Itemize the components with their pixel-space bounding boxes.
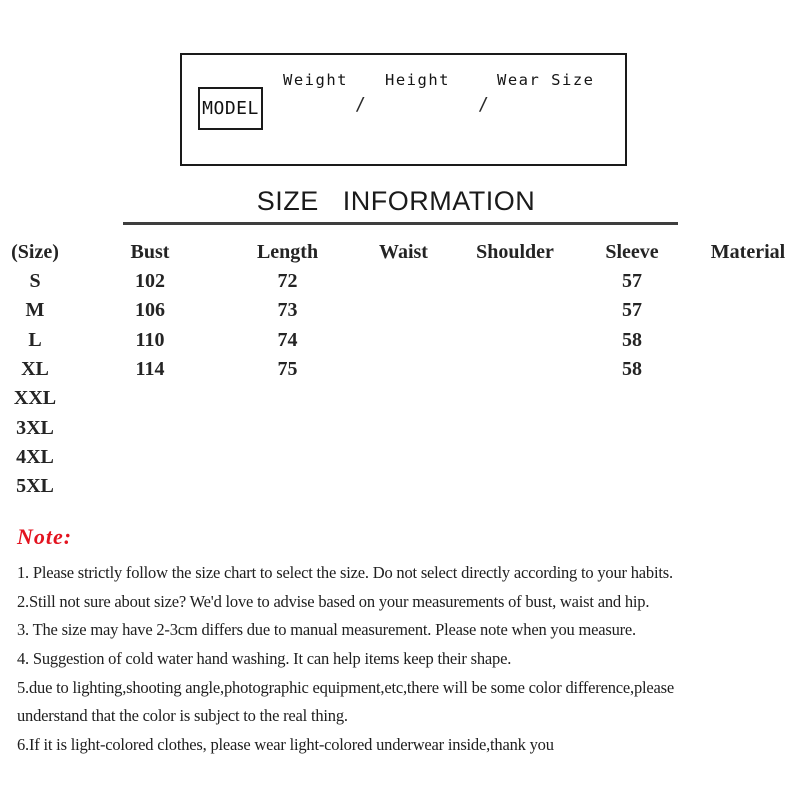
- model-weight-header: Weight: [283, 71, 348, 89]
- size-table-cell: 75: [277, 358, 298, 381]
- note-line: 1. Please strictly follow the size chart to select the size. Do not select directly according to your habits.: [17, 563, 673, 582]
- model-weight-value: /: [355, 94, 366, 115]
- note-line: 4. Suggestion of cold water hand washing. It can help items keep their shape.: [17, 649, 512, 669]
- size-table-cell: 57: [622, 299, 642, 322]
- size-table-cell: 57: [622, 270, 642, 293]
- size-table-cell: 58: [622, 358, 642, 381]
- note-line: 3. The size may have 2-3cm differs due to manual measurement. Please note when you measure.: [17, 620, 636, 640]
- size-table-cell: 3XL: [16, 416, 54, 439]
- model-wear-size-header: Wear Size: [497, 71, 595, 89]
- note-line: understand that the color is subject to the real thing.: [17, 706, 348, 726]
- size-table-cell: 58: [622, 328, 642, 351]
- size-table-cell: L: [28, 328, 42, 351]
- size-information-title: SIZE INFORMATION: [256, 186, 536, 216]
- note-line: 6.If it is light-colored clothes, please wear light-colored underwear inside,thank you: [17, 735, 554, 755]
- model-label: MODEL: [198, 87, 263, 130]
- size-table-cell: XL: [21, 358, 49, 381]
- note-line: 2.Still not sure about size? We'd love to advise based on your measurements of bust, waist and hip.: [17, 591, 650, 611]
- size-table-cell: 102: [135, 270, 165, 293]
- size-table-cell: 106: [135, 299, 165, 322]
- size-table-cell: 73: [277, 299, 298, 322]
- size-table-cell: 110: [135, 328, 165, 351]
- size-table-cell: 5XL: [16, 475, 54, 498]
- notes-block: [17, 559, 800, 760]
- model-info-box: [180, 53, 627, 166]
- note-label: Note:: [17, 524, 73, 549]
- model-height-header: Height: [385, 71, 450, 89]
- size-table-cell: 4XL: [16, 445, 54, 468]
- size-table-header-cell: (Size): [11, 240, 59, 263]
- size-table-cell: 74: [277, 328, 298, 351]
- model-height-value: /: [478, 94, 489, 115]
- size-table: [0, 237, 800, 501]
- size-table-cell: S: [29, 270, 41, 293]
- size-table-header-cell: Sleeve: [605, 240, 659, 263]
- size-table-header-cell: Material: [710, 240, 786, 263]
- size-table-header-cell: Shoulder: [476, 240, 554, 263]
- size-table-header-cell: Waist: [379, 240, 428, 263]
- title-divider-line: [123, 222, 678, 225]
- size-table-cell: 72: [277, 270, 298, 293]
- size-table-cell: M: [25, 299, 45, 322]
- size-table-cell: 114: [135, 358, 165, 381]
- size-table-header-cell: Bust: [130, 240, 170, 263]
- size-table-header-cell: Length: [256, 240, 319, 263]
- note-line: 5.due to lighting,shooting angle,photographic equipment,etc,there will be some color difference,please: [17, 677, 674, 697]
- size-table-cell: XXL: [13, 387, 57, 410]
